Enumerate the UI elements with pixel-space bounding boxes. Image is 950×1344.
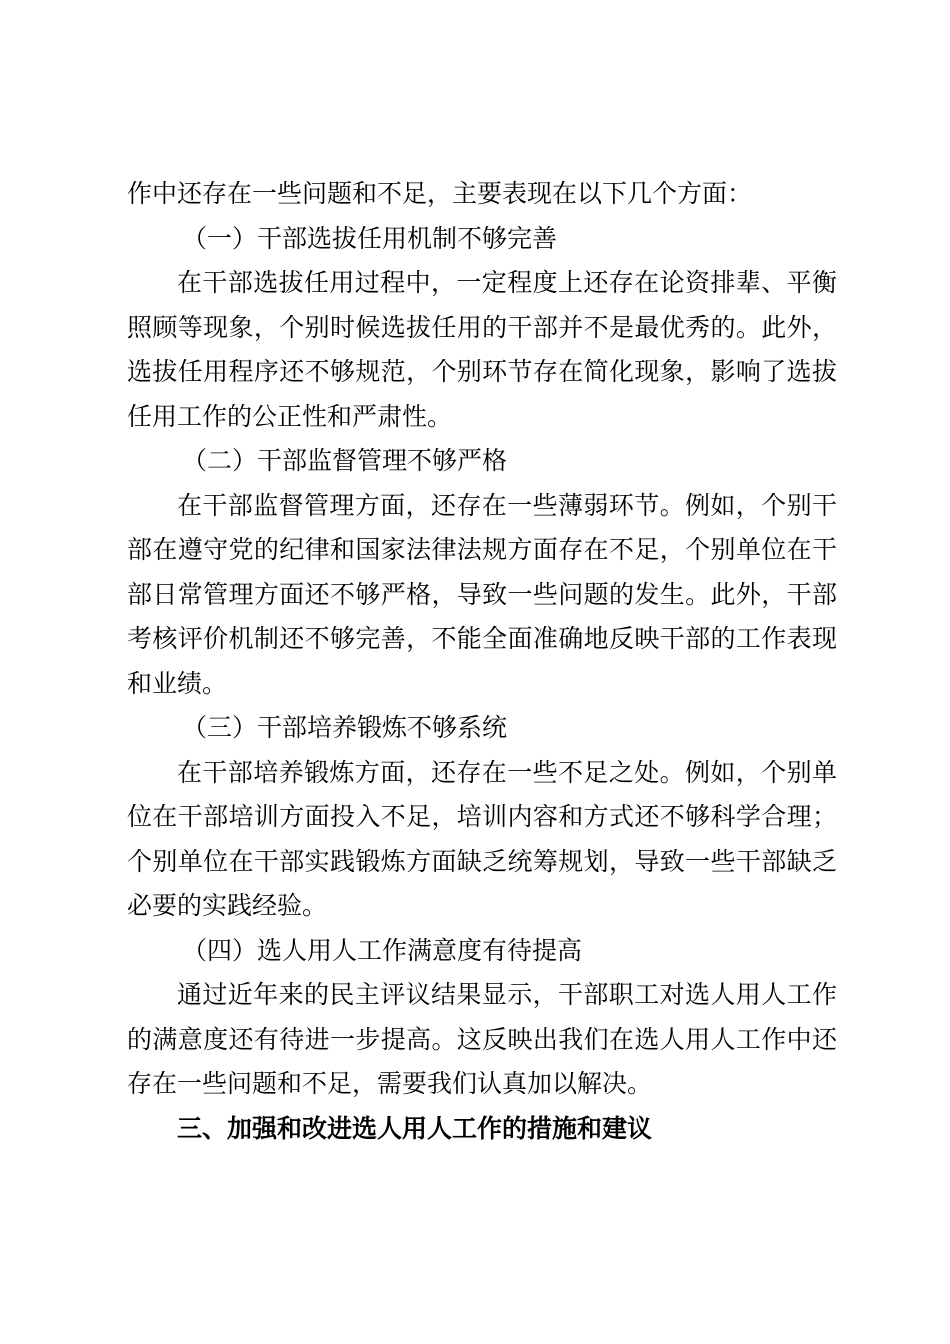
section-heading-4: （四）选人用人工作满意度有待提高 xyxy=(182,935,583,965)
paragraph: 在干部选拔任用过程中，一定程度上还存在论资排辈、平衡照顾等现象，个别时候选拔任用的干部并不是最优秀的。此外，选拔任用程序还不够规范，个别环节存在简化现象，影响了选拔任用工作的公正性和严肃性。 xyxy=(127,268,837,431)
section-heading-2: （二）干部监督管理不够严格 xyxy=(182,446,508,475)
section-heading-1: （一）干部选拔任用机制不够完善 xyxy=(182,223,558,253)
continuation-paragraph: 作中还存在一些问题和不足，主要表现在以下几个方面： xyxy=(127,179,753,208)
paragraph: 在干部监督管理方面，还存在一些薄弱环节。例如，个别干部在遵守党的纪律和国家法律法规方面存在不足，个别单位在干部日常管理方面还不够严格，导致一些问题的发生。此外，干部考核评价机制还不够完善，不能全面准确地反映干部的工作表现和业绩。 xyxy=(127,490,837,698)
document-body xyxy=(127,172,837,1151)
paragraph: 通过近年来的民主评议结果显示，干部职工对选人用人工作的满意度还有待进一步提高。这反映出我们在选人用人工作中还存在一些问题和不足，需要我们认真加以解决。 xyxy=(127,980,837,1098)
paragraph: 在干部培养锻炼方面，还存在一些不足之处。例如，个别单位在干部培训方面投入不足，培训内容和方式还不够科学合理；个别单位在干部实践锻炼方面缺乏统筹规划，导致一些干部缺乏必要的实践经验。 xyxy=(127,757,837,920)
chapter-heading: 三、加强和改进选人用人工作的措施和建议 xyxy=(177,1113,653,1143)
section-heading-3: （三）干部培养锻炼不够系统 xyxy=(182,713,508,742)
